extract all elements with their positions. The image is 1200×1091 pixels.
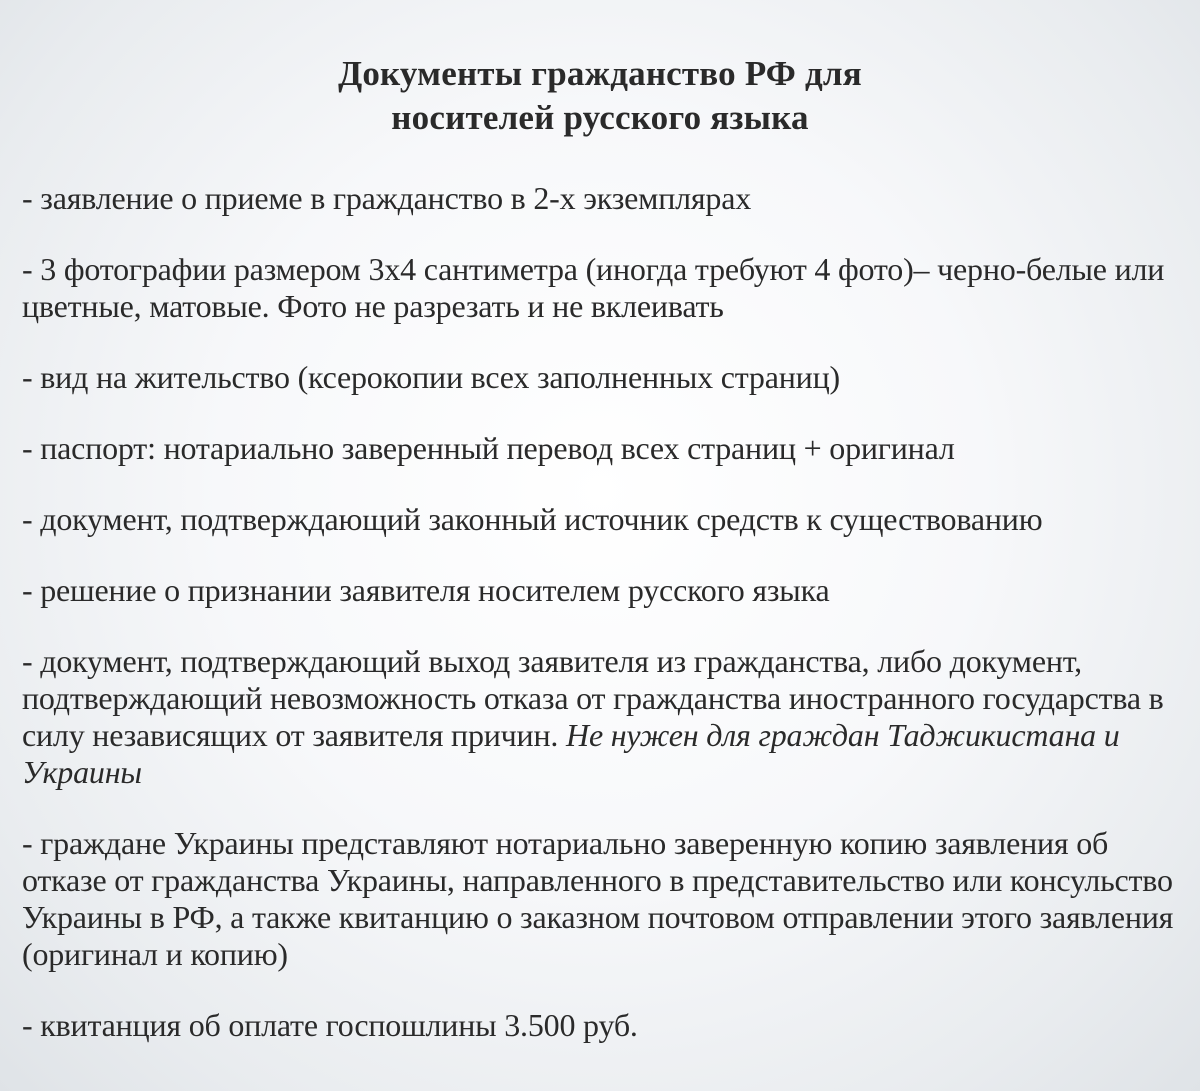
- list-item-application: [22, 180, 1178, 217]
- list-item-photos: [22, 251, 1178, 325]
- list-item-text: - квитанция об оплате госпошлины 3.500 руб.: [22, 1007, 638, 1043]
- list-item-state-fee-receipt: [22, 1007, 1178, 1044]
- list-item-text: - решение о признании заявителя носителем русского языка: [22, 572, 830, 608]
- title-line-1: Документы гражданство РФ для: [338, 54, 862, 93]
- list-item-note: Не нужен для граждан Таджикистана и Украины: [22, 717, 1120, 790]
- list-item-citizenship-renunciation: [22, 643, 1178, 791]
- list-item-text: - граждане Украины представляют нотариально заверенную копию заявления об отказе от гражданства Украины, направленного в представительство или консульство Украины в РФ, а также квитанцию о заказном почтовом отправлении этого заявления (оригинал и копию): [22, 825, 1174, 972]
- page-title: [22, 52, 1178, 140]
- list-item-ukraine-citizens: [22, 825, 1178, 973]
- list-item-text: - документ, подтверждающий законный источник средств к существованию: [22, 501, 1043, 537]
- document-list: [22, 180, 1178, 1044]
- title-line-2: носителей русского языка: [391, 98, 809, 137]
- list-item-text: - паспорт: нотариально заверенный перевод всех страниц + оригинал: [22, 430, 955, 466]
- list-item-text: - заявление о приеме в гражданство в 2-х экземплярах: [22, 180, 752, 216]
- list-item-text: - 3 фотографии размером 3х4 сантиметра (иногда требуют 4 фото)– черно-белые или цветные, матовые. Фото не разрезать и не вклеивать: [22, 251, 1165, 324]
- list-item-text: - документ, подтверждающий выход заявителя из гражданства, либо документ, подтверждающий невозможность отказа от гражданства иностранного государства в силу независящих от заявителя причин.: [22, 643, 1164, 753]
- list-item-residence-permit: [22, 359, 1178, 396]
- list-item-native-speaker-decision: [22, 572, 1178, 609]
- list-item-income-source: [22, 501, 1178, 538]
- list-item-passport: [22, 430, 1178, 467]
- list-item-text: - вид на жительство (ксерокопии всех заполненных страниц): [22, 359, 840, 395]
